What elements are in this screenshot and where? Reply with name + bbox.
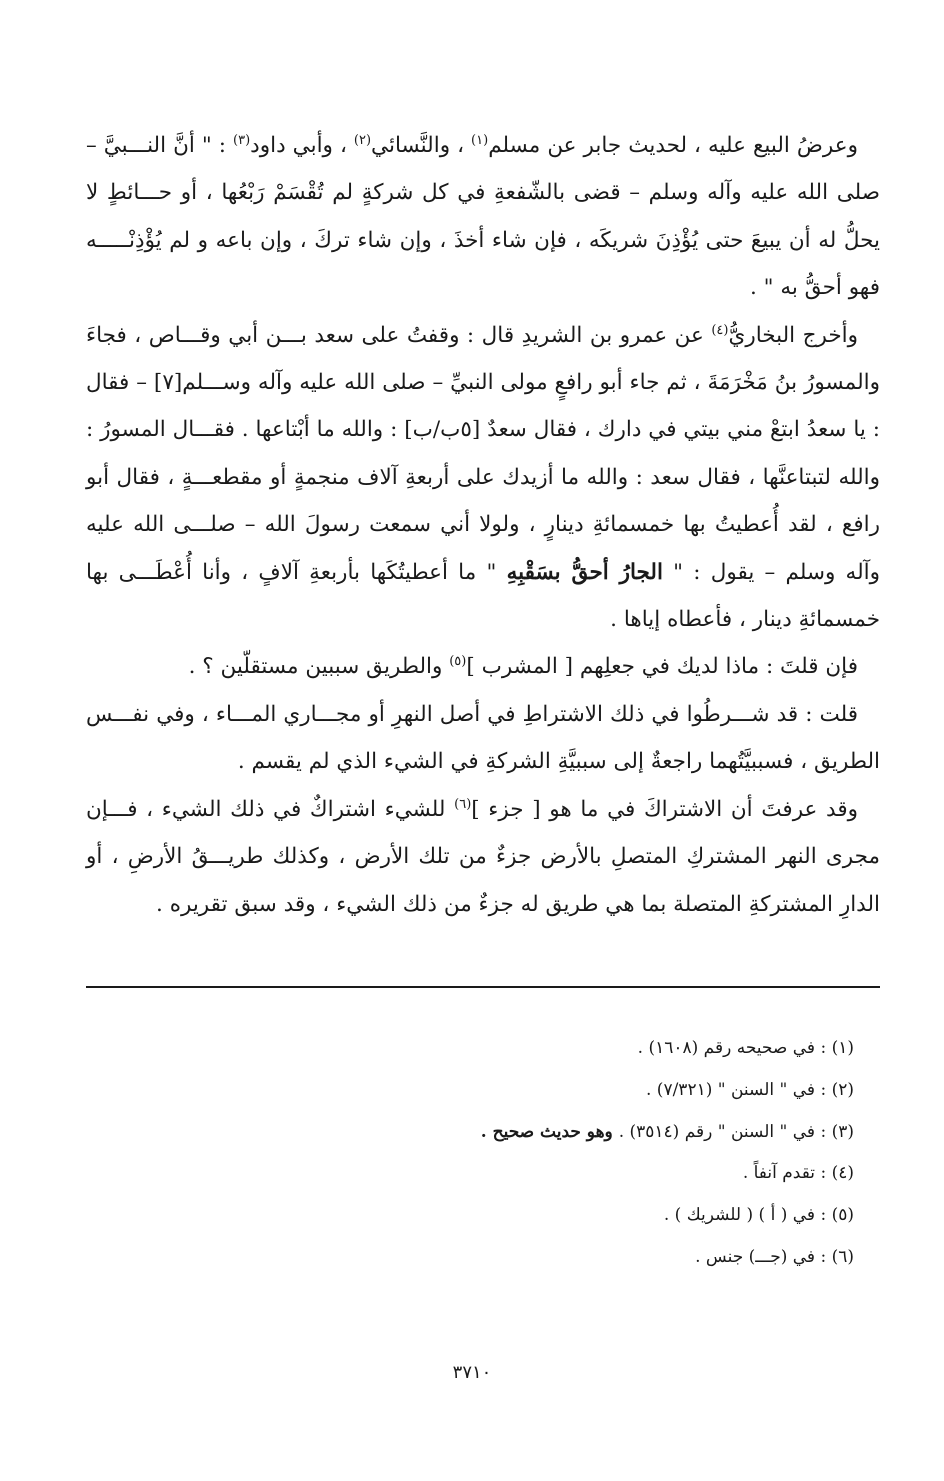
paragraph-p1 (86, 122, 880, 312)
footnote-divider (86, 986, 880, 988)
page-number: ٣٧١٠ (452, 1362, 492, 1383)
footnote-grading: وهو حديث صحيح . (480, 1121, 619, 1142)
paragraph-p2 (86, 312, 880, 644)
footnote-text: (٣) : في " السنن " رقم (٣٥١٤) . (618, 1121, 854, 1142)
hadith-emphasis: الجارُ أحقُّ بسَقْبِهِ (506, 559, 663, 585)
footnote-text: (٢) : في " السنن " (٧/٣٢١) . (646, 1079, 854, 1100)
footnote-text: (٤) : تقدم آنفاً . (742, 1163, 854, 1184)
text-segment: فإن قلتَ : ماذا لديك في جعلِهم [ المشرب ] (466, 654, 858, 680)
footnote-fn5 (94, 1195, 854, 1237)
footnotes-block (94, 1028, 854, 1279)
footnote-text: (٥) : في ( أ ) ( للشريك ) . (663, 1205, 854, 1226)
text-segment: عن عمرو بن الشريدِ قال : وقفتُ على سعد بـــن أبي وقـــاص ، فجاءَ والمسورُ بنُ مَخْرَمَةَ ، ثم جاء أبو رافعٍ مولى النبيِّ – صلى الله عليه وآله وســـلم[٧] – فقال : يا سعدُ ابتعْ مني بيتي في دارك ، فقال سعدٌ [٥ب/ب] : والله ما أبْتاعها . فقـــال المسورُ : والله لتبتاعنَّها ، فقال سعد : والله ما أزيدك على أربعةِ آلاف منجمةٍ أو مقطعـــةٍ ، فقال أبو رافع ، لقد أُعطيتُ بها خمسمائةِ دينارٍ ، ولولا أني سمعت رسولَ الله – صلـــى الله عليه وآله وسلم – يقول : " (86, 322, 880, 585)
footnote-ref: (١) (471, 132, 489, 148)
footnote-text: (٦) : في (جـــ) جنس . (695, 1246, 854, 1267)
text-segment: قلت : قد شـــرطُوا في ذلك الاشتراطِ في أصل النهرِ أو مجـــاري المـــاء ، وفي نفـــس الطريق ، فسببيَّتُهما راجعةٌ إلى سببيَّةِ الشركةِ في الشيء الذي لم يقسم . (86, 701, 880, 775)
footnote-ref: (٥) (449, 654, 467, 670)
text-segment: " ما أعطيتُكَها بأربعةِ آلافٍ ، وأنا أُعْطَـــى بها خمسمائةِ دينار ، فأعطاه إياها . (86, 559, 880, 633)
paragraph-p3 (86, 643, 880, 690)
footnote-fn1 (94, 1028, 854, 1070)
text-segment: والطريق سببين مستقلّين ؟ . (188, 654, 450, 680)
footnote-ref: (٤) (711, 322, 729, 338)
paragraph-p5 (86, 786, 880, 928)
text-segment: : " أنَّ النـــبيَّ – صلى الله عليه وآله وسلم – قضى بالشّفعةِ في كل شركةٍ لم تُقْسَمْ رَبْعُها ، أو حـــائطٍ لا يحلُّ له أن يبيعَ حتى يُؤْذِنَ شريكَه ، فإن شاء أخذَ ، وإن شاء تركَ ، وإن باعه و لم يُؤْذِنْـــــه فهو أحقُّ به " . (86, 133, 880, 301)
footnote-ref: (٣) (233, 132, 251, 148)
text-segment: وعرضُ البيع عليه ، لحديث جابر عن مسلم (488, 133, 858, 158)
text-segment: ، وأبي داود (250, 133, 354, 158)
footnote-fn2 (94, 1070, 854, 1112)
main-text-block (86, 122, 880, 928)
footnote-ref: (٦) (454, 796, 472, 812)
footnote-text: (١) : في صحيحه رقم (١٦٠٨) . (637, 1038, 854, 1058)
text-segment: للشيء اشتراكٌ في ذلك الشيء ، فـــإن مجرى النهر المشتركِ المتصلِ بالأرض جزءٌ من تلك الأرض ، وكذلك طريـــقُ الأرضِ ، أو الدارِ المشتركةِ المتصلة بما هي طريق له جزءٌ من ذلك الشيء ، وقد سبق تقريره . (86, 796, 880, 917)
footnote-ref: (٢) (353, 132, 372, 148)
footnote-fn3 (94, 1112, 854, 1154)
footnote-fn4 (94, 1153, 854, 1195)
text-segment: وأخرج البخاريُّ (728, 322, 858, 348)
text-segment: وقد عرفتَ أن الاشتراكَ في ما هو [ جزء ] (471, 796, 858, 822)
text-segment: ، والنَّسائي (371, 133, 472, 158)
paragraph-p4 (86, 691, 880, 786)
footnote-fn6 (94, 1237, 854, 1279)
